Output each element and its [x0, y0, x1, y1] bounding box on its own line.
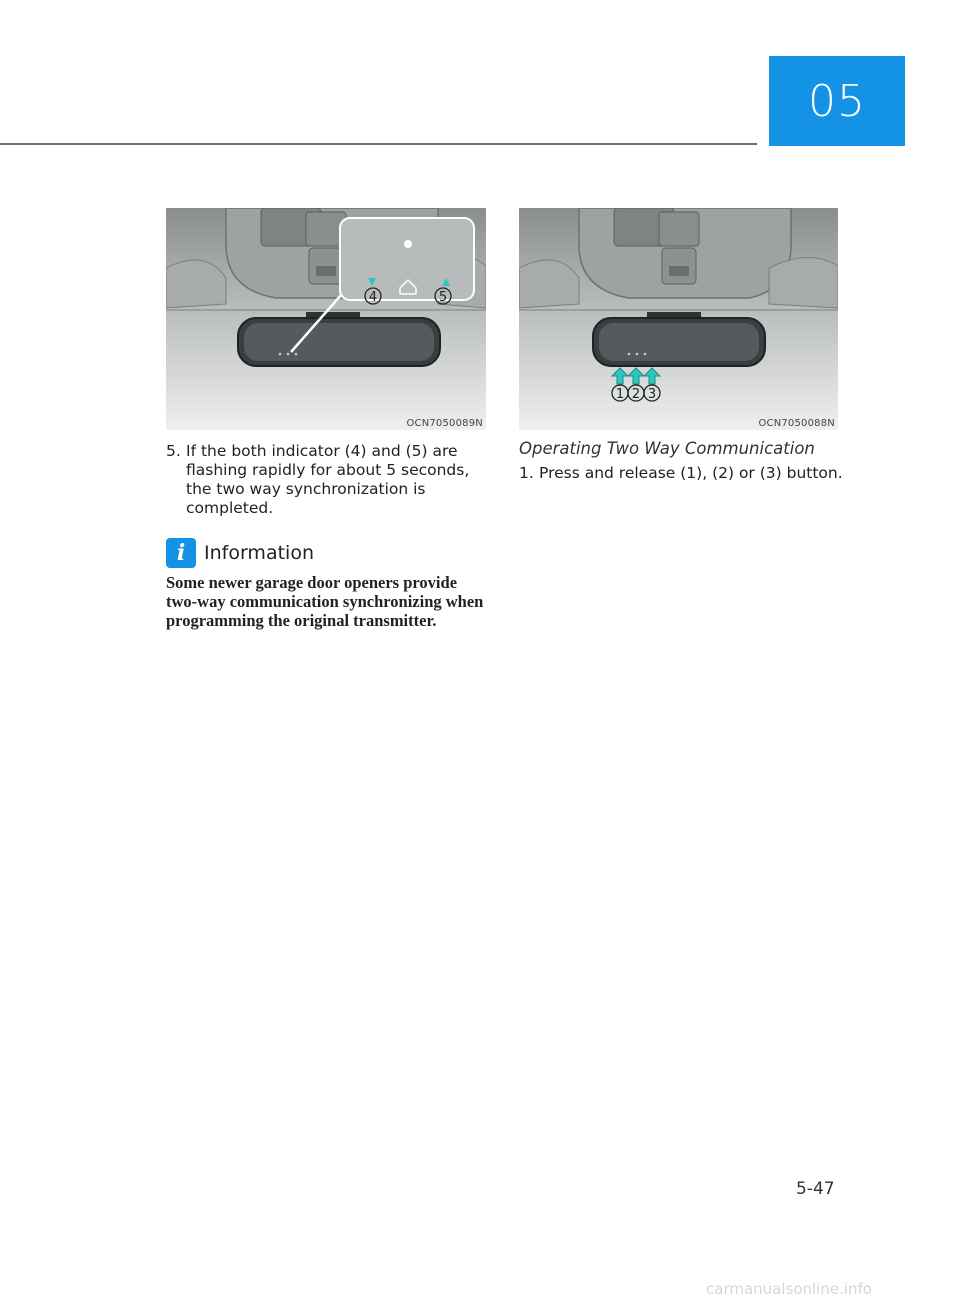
mirror-figure-indicators [166, 208, 486, 430]
arrow-up-icon [612, 368, 660, 384]
step-text: If the both indicator (4) and (5) are flashing rapidly for about 5 seconds, the two way synchronization is completed. [186, 442, 470, 517]
information-title: Information [204, 542, 314, 564]
callout-1: 1 [615, 387, 625, 402]
step-number: 1. [519, 464, 534, 482]
information-body: Some newer garage door openers provide two-way communication synchronizing when programming the original transmitter. [166, 573, 484, 630]
section-heading: Operating Two Way Communication [519, 439, 815, 458]
information-heading [166, 537, 314, 569]
step-text: Press and release (1), (2) or (3) button. [539, 464, 843, 482]
chapter-tab: 05 [769, 56, 905, 146]
mirror-illustration [519, 208, 838, 430]
figure-code: OCN7050088N [758, 418, 835, 429]
callout-3: 3 [647, 387, 657, 402]
step-1 [519, 464, 849, 483]
header-rule [0, 143, 757, 145]
callout-5: 5 [438, 290, 448, 305]
info-icon: i [166, 538, 196, 568]
step-5 [166, 442, 491, 518]
mirror-figure-buttons [519, 208, 838, 430]
watermark: carmanualsonline.info [706, 1280, 872, 1298]
mirror-illustration [166, 208, 486, 430]
callout-2: 2 [631, 387, 641, 402]
callout-4: 4 [368, 290, 378, 305]
figure-code: OCN7050089N [406, 418, 483, 429]
step-number: 5. [166, 442, 181, 460]
page-number: 5-47 [796, 1179, 835, 1199]
